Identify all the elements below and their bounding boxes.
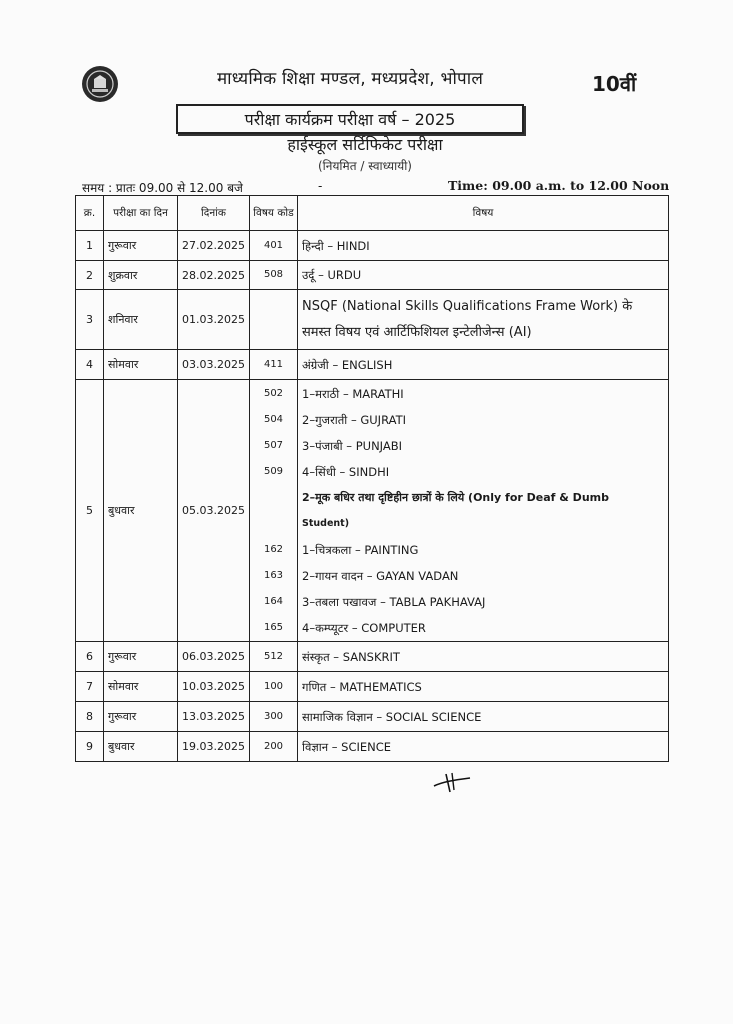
table-row (76, 672, 669, 702)
subject-code: 411 (263, 358, 284, 370)
subject-name: सामाजिक विज्ञान – SOCIAL SCIENCE (302, 709, 482, 724)
subject-code: 165 (263, 621, 284, 633)
subject-code: 401 (263, 239, 284, 251)
date-cell: 19.03.2025 (178, 732, 250, 762)
subject-code-cell (250, 672, 298, 702)
subject-code: 164 (263, 595, 284, 607)
subject-code-cell (250, 702, 298, 732)
subject-code-cell (250, 732, 298, 762)
date-cell: 10.03.2025 (178, 672, 250, 702)
subject-code: 163 (263, 569, 284, 581)
day-cell: बुधवार (104, 732, 178, 762)
subject-cell (298, 290, 669, 350)
date-cell: 28.02.2025 (178, 261, 250, 290)
table-row (76, 261, 669, 290)
class-label: 10वीं (592, 72, 637, 96)
day-cell: शुक्रवार (104, 261, 178, 290)
subject-code (254, 320, 293, 346)
exam-program-title: परीक्षा कार्यक्रम परीक्षा वर्ष – 2025 (176, 104, 524, 134)
subject-code-cell (250, 350, 298, 380)
subject-code: 507 (263, 439, 284, 451)
subject-name: संस्कृत – SANSKRIT (302, 649, 400, 664)
time-separator: - (318, 179, 323, 193)
subject-code: 508 (263, 269, 284, 280)
subject-code: 509 (263, 465, 284, 477)
subject-code: 162 (263, 543, 284, 555)
subject-name: गणित – MATHEMATICS (302, 679, 422, 694)
exam-schedule-table (75, 195, 669, 762)
subject-name: Student) (302, 517, 350, 529)
subject-code (254, 294, 293, 320)
serial-cell: 9 (76, 732, 104, 762)
header-serial: क्र. (76, 196, 104, 231)
subject-name: 3–पंजाबी – PUNJABI (302, 438, 403, 453)
subject-code (254, 485, 293, 511)
date-cell: 13.03.2025 (178, 702, 250, 732)
subject-cell (298, 231, 669, 261)
serial-cell: 8 (76, 702, 104, 732)
seal-emblem-icon (82, 66, 118, 102)
serial-cell: 3 (76, 290, 104, 350)
subject-code: 502 (263, 387, 284, 399)
day-cell: शनिवार (104, 290, 178, 350)
subject-name: 2–गायन वादन – GAYAN VADAN (302, 568, 459, 583)
date-cell: 27.02.2025 (178, 231, 250, 261)
subject-name: 1–मराठी – MARATHI (302, 386, 404, 401)
serial-cell: 7 (76, 672, 104, 702)
serial-cell: 6 (76, 642, 104, 672)
date-cell: 05.03.2025 (178, 380, 250, 642)
subject-name: विज्ञान – SCIENCE (302, 739, 392, 754)
exam-name: हाईस्कूल सर्टिफिकेट परीक्षा (287, 135, 443, 154)
table-header-row (76, 196, 669, 231)
table-row (76, 380, 669, 642)
table-row (76, 290, 669, 350)
subject-name: 4–कम्प्यूटर – COMPUTER (302, 620, 426, 635)
subject-cell (298, 702, 669, 732)
day-cell: गुरूवार (104, 642, 178, 672)
header-exam-day: परीक्षा का दिन (104, 196, 178, 231)
signature-mark (432, 770, 472, 794)
subject-cell (298, 380, 669, 642)
board-seal-logo (82, 66, 118, 102)
header-subject-code: विषय कोड (250, 196, 298, 231)
exam-time-hindi: समय : प्रातः 09.00 से 12.00 बजे (82, 181, 243, 195)
subject-name: हिन्दी – HINDI (302, 238, 370, 253)
subject-cell (298, 350, 669, 380)
date-cell: 06.03.2025 (178, 642, 250, 672)
header-subject: विषय (298, 196, 669, 231)
subject-name: NSQF (National Skills Qualifications Frame Work) के (302, 298, 633, 314)
exam-time-english: Time: 09.00 a.m. to 12.00 Noon (448, 178, 670, 193)
serial-cell: 5 (76, 380, 104, 642)
exam-mode: (नियमित / स्वाध्यायी) (318, 159, 412, 173)
header-date: दिनांक (178, 196, 250, 231)
table-row (76, 702, 669, 732)
subject-name: 4–सिंधी – SINDHI (302, 464, 390, 479)
subject-code: 504 (263, 413, 284, 425)
subject-cell (298, 732, 669, 762)
subject-cell (298, 642, 669, 672)
subject-name: 1–चित्रकला – PAINTING (302, 542, 419, 557)
subject-name: अंग्रेजी – ENGLISH (302, 357, 393, 372)
subject-name: उर्दू – URDU (302, 268, 362, 282)
subject-name: समस्त विषय एवं आर्टिफिशियल इन्टेलीजेन्स (AI) (302, 324, 532, 340)
day-cell: गुरूवार (104, 231, 178, 261)
table-row (76, 732, 669, 762)
date-cell: 01.03.2025 (178, 290, 250, 350)
day-cell: गुरूवार (104, 702, 178, 732)
subject-name: 2–मूक बधिर तथा दृष्टिहीन छात्रों के लिये (Only for Deaf & Dumb (302, 490, 609, 504)
subject-code-cell (250, 380, 298, 642)
subject-code-cell (250, 290, 298, 350)
table-row (76, 642, 669, 672)
subject-name: 2–गुजराती – GUJRATI (302, 412, 406, 427)
subject-cell (298, 672, 669, 702)
board-name: माध्यमिक शिक्षा मण्डल, मध्यप्रदेश, भोपाल (216, 69, 484, 89)
subject-code-cell (250, 642, 298, 672)
table-row (76, 350, 669, 380)
subject-code-cell (250, 261, 298, 290)
subject-code (254, 511, 293, 537)
subject-name: 3–तबला पखावज – TABLA PAKHAVAJ (302, 594, 486, 609)
subject-code: 512 (263, 650, 284, 662)
serial-cell: 2 (76, 261, 104, 290)
date-cell: 03.03.2025 (178, 350, 250, 380)
subject-code: 100 (263, 680, 284, 692)
day-cell: बुधवार (104, 380, 178, 642)
subject-cell (298, 261, 669, 290)
day-cell: सोमवार (104, 672, 178, 702)
serial-cell: 1 (76, 231, 104, 261)
table-row (76, 231, 669, 261)
subject-code: 200 (263, 740, 284, 752)
serial-cell: 4 (76, 350, 104, 380)
day-cell: सोमवार (104, 350, 178, 380)
subject-code-cell (250, 231, 298, 261)
subject-code: 300 (263, 710, 284, 722)
